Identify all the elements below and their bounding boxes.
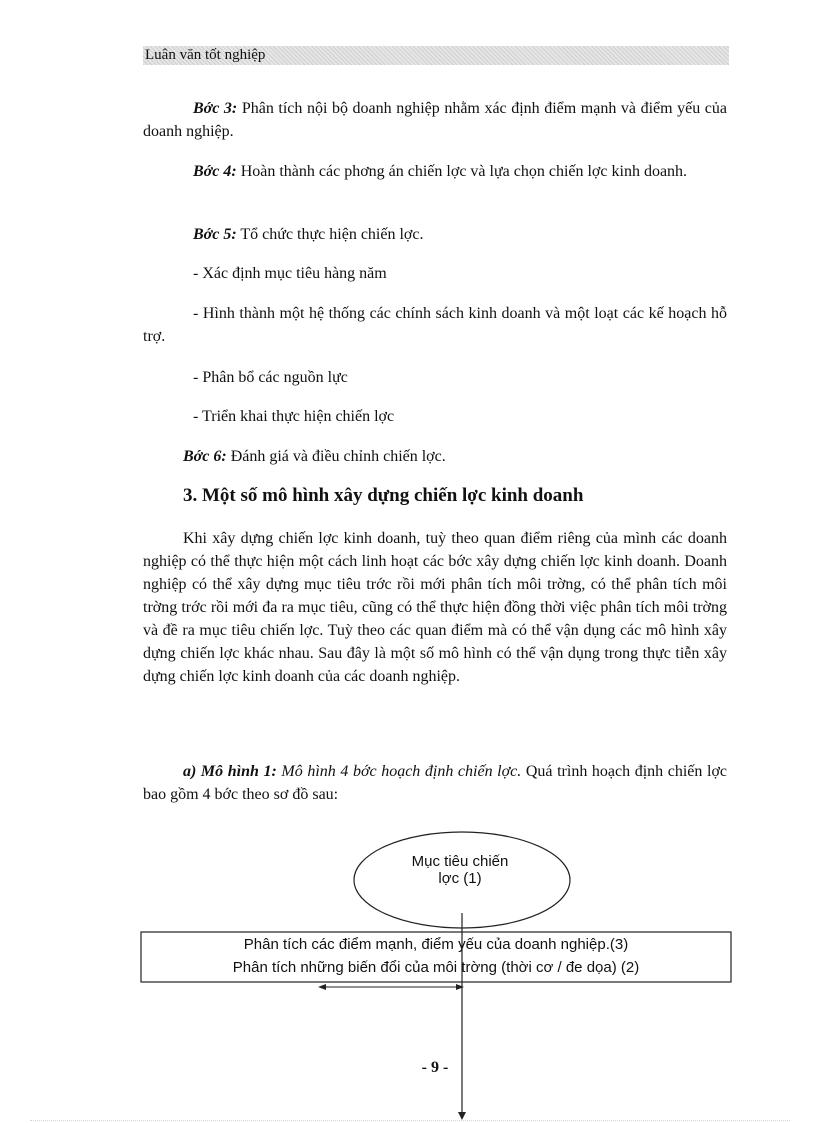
step-5-paragraph xyxy=(143,223,727,246)
box-line-2: Phân tích những biến đổi của môi trờng (thời cơ / đe dọa) (2) xyxy=(232,959,640,976)
step-3-text: Phân tích nội bộ doanh nghiệp nhằm xác định điểm mạnh và điểm yếu của doanh nghiệp. xyxy=(143,100,728,140)
model-1-label: a) Mô hình 1: xyxy=(183,763,277,780)
step-6-label: Bớc 6: xyxy=(183,448,227,465)
down-arrow-icon xyxy=(458,1112,466,1120)
left-arrow-icon xyxy=(318,984,326,990)
bullet-item: - Hình thành một hệ thống các chính sách kinh doanh và một loạt các kế hoạch hỗ trợ. xyxy=(143,305,727,345)
page-number: - 9 - xyxy=(421,1059,449,1076)
step-5-text: Tổ chức thực hiện chiến lợc. xyxy=(236,226,424,243)
body-paragraph: Khi xây dựng chiến lợc kinh doanh, tuỳ theo quan điểm riêng của mình các doanh nghiệp có thể thực hiện một cách linh hoạt các bớc xây dựng chiến lợc kinh doanh. Doanh nghiệp có thể xây dựng mục tiêu trớc rồi mới phân tích môi trờng, có thể phân tích môi trờng trớc rồi mới đa ra mục tiêu, cũng có thể thực hiện đồng thời việc phân tích môi trờng và đề ra mục tiêu chiến lợc. Tuỳ theo các quan điểm mà có thể vận dụng các mô hình xây dựng chiến lợc khác nhau. Sau đây là một số mô hình có thể vận dụng trong thực tiễn xây dựng chiến lợc kinh doanh của các doanh nghiệp. xyxy=(143,530,727,685)
model-1-title: Mô hình 4 bớc hoạch định chiến lợc. xyxy=(276,763,522,780)
objective-line-2: lợc (1) xyxy=(438,870,482,887)
header-title: Luân văn tốt nghiệp xyxy=(145,47,266,63)
step-4-label: Bớc 4: xyxy=(193,163,237,180)
model-1-text: Quá trình hoạch định chiến lợc bao gồm 4 bớc theo sơ đồ sau: xyxy=(143,763,728,803)
section-heading: 3. Một số mô hình xây dựng chiến lợc kinh doanh xyxy=(183,485,584,506)
right-arrow-icon xyxy=(456,984,464,990)
step-3-label: Bớc 3: xyxy=(193,100,238,117)
objective-line-1: Mục tiêu chiến xyxy=(411,853,509,870)
step-6-text: Đánh giá và điều chỉnh chiến lợc. xyxy=(226,448,446,465)
footer-divider xyxy=(30,1120,790,1121)
step-5-label: Bớc 5: xyxy=(193,226,237,243)
step-4-paragraph xyxy=(143,160,727,183)
bullet-item: - Phân bổ các nguồn lực xyxy=(193,369,348,386)
box-line-1: Phân tích các điểm mạnh, điểm yếu của doanh nghiệp.(3) xyxy=(243,936,629,953)
step-3-paragraph xyxy=(143,97,727,143)
objective-label xyxy=(380,853,540,887)
model-1-paragraph xyxy=(143,760,727,806)
page-header xyxy=(143,46,729,65)
bullet-item: - Triển khai thực hiện chiến lợc xyxy=(193,408,395,425)
step-6-paragraph xyxy=(143,445,727,468)
step-4-text: Hoàn thành các phơng án chiến lợc và lựa chọn chiến lợc kinh doanh. xyxy=(236,163,688,180)
bullet-item: - Xác định mục tiêu hàng năm xyxy=(193,265,387,282)
